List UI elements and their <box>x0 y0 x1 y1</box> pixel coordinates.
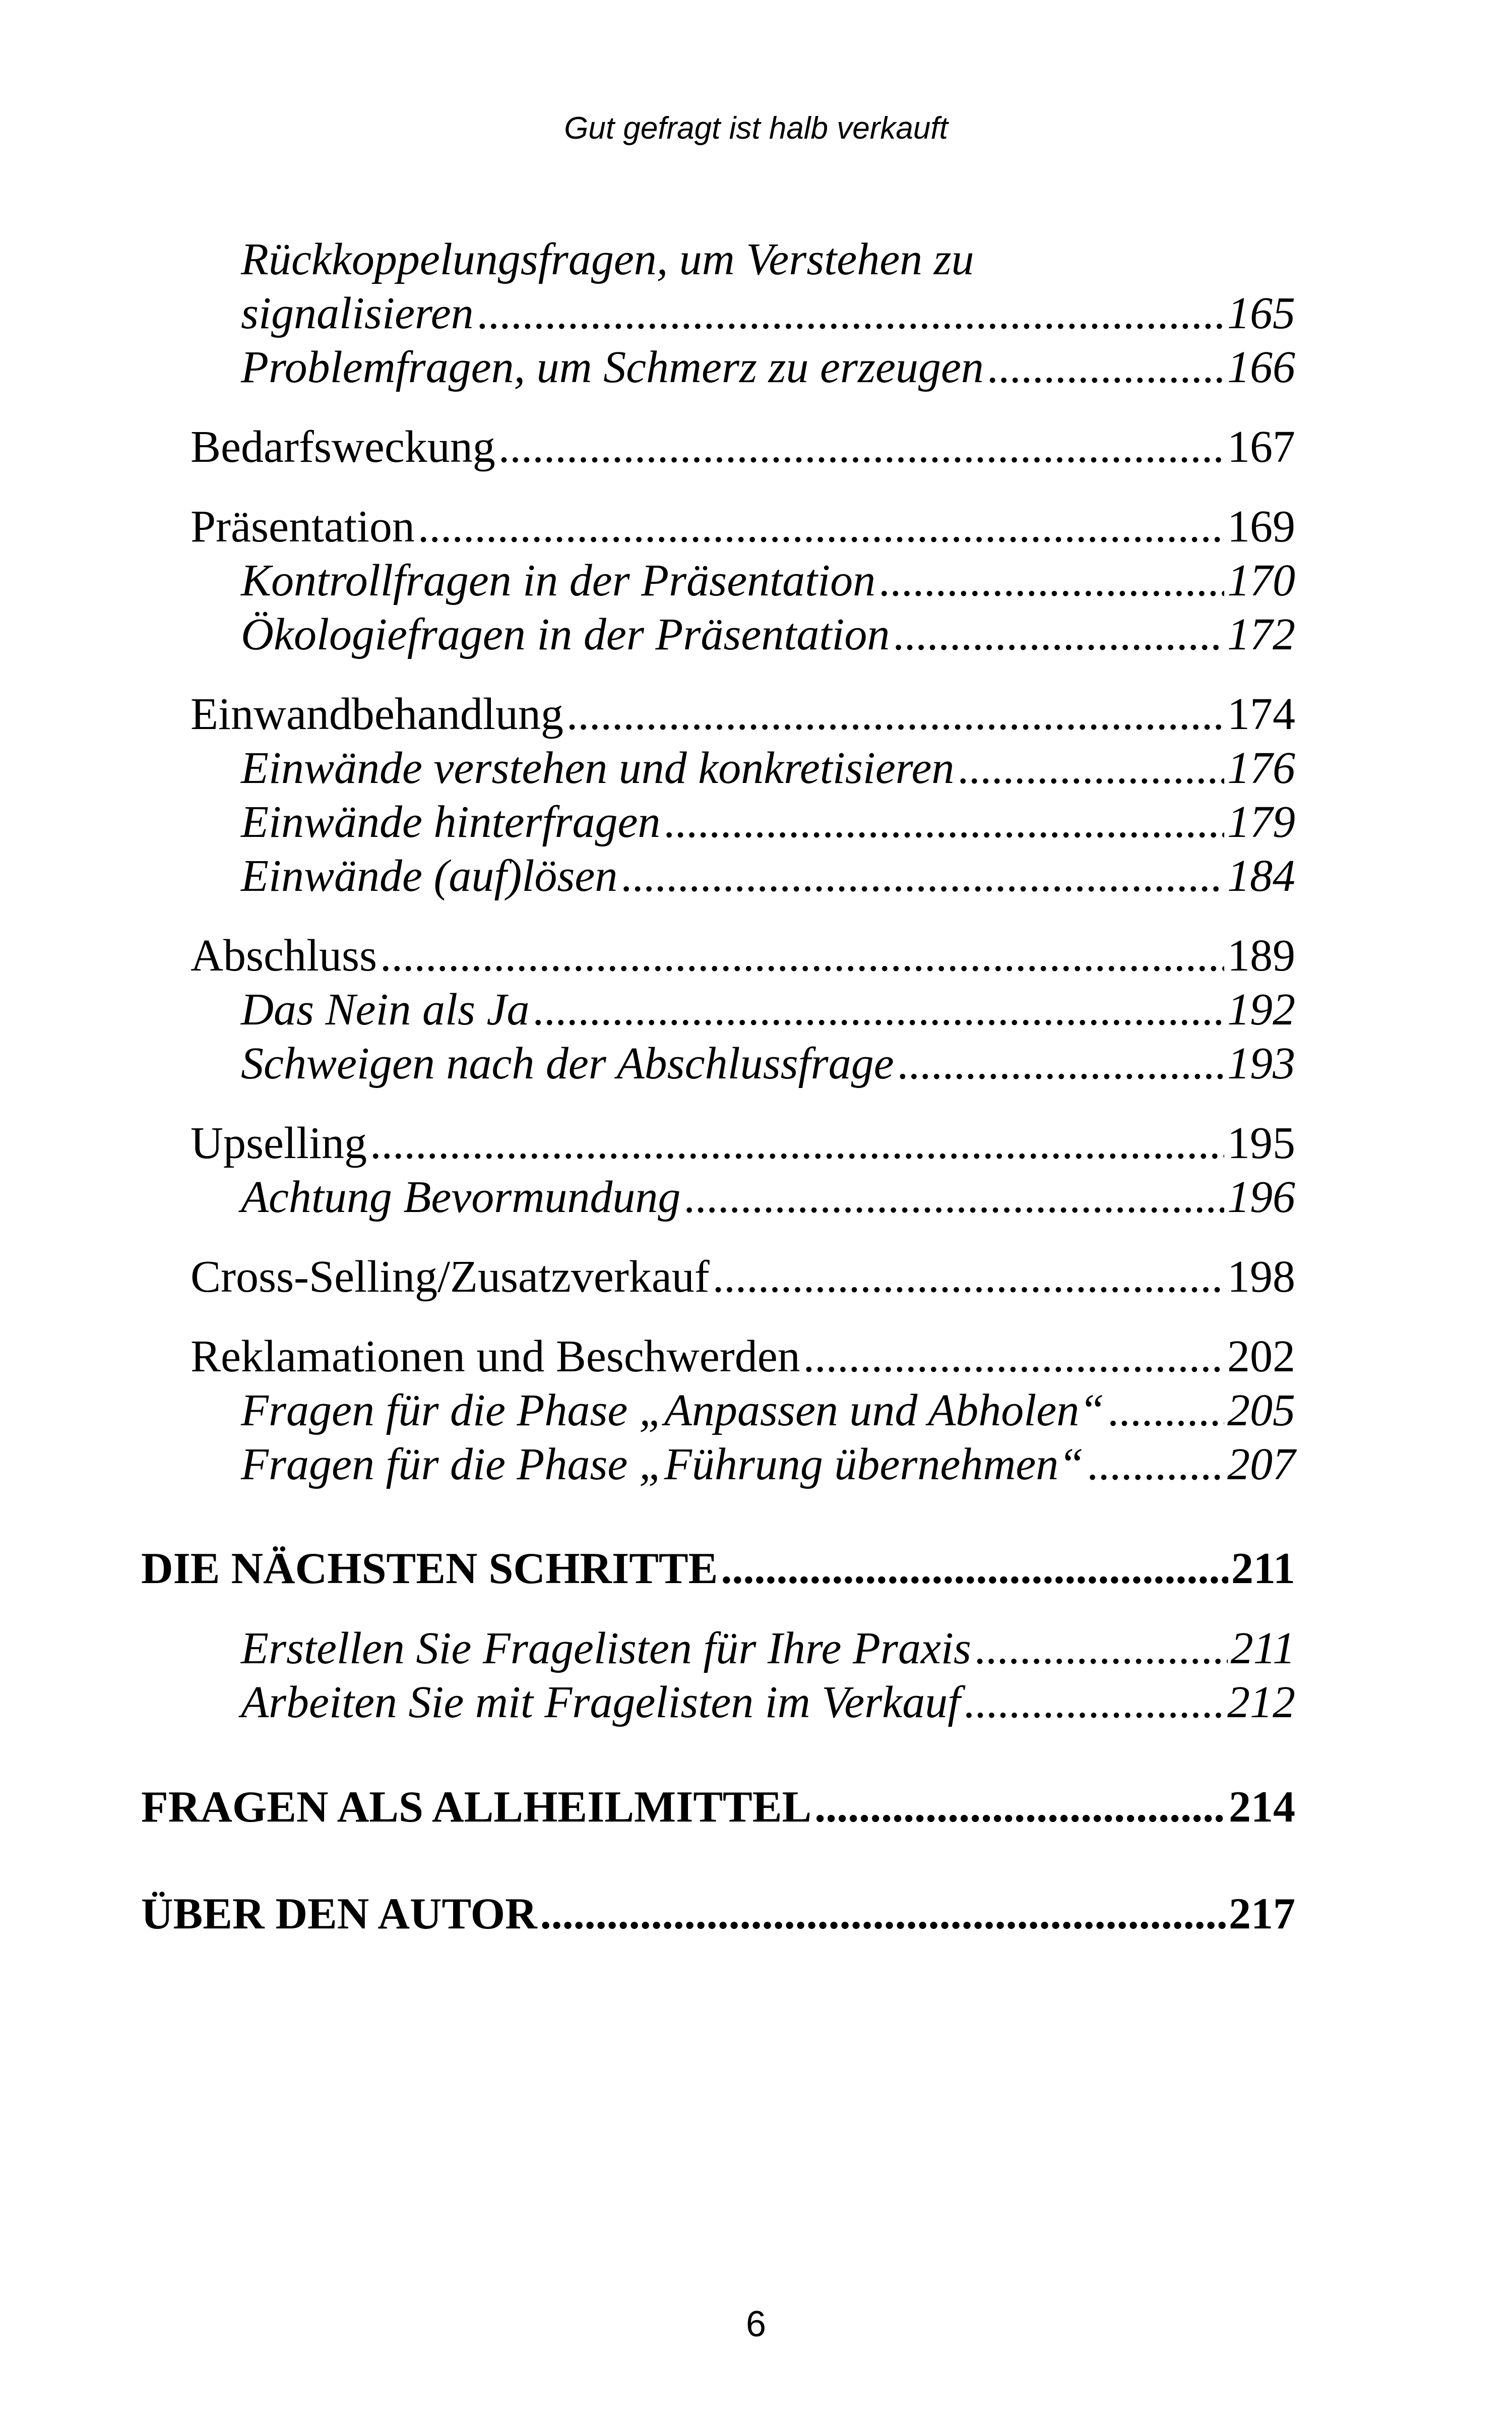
toc-entry-label: Abschluss <box>191 931 377 981</box>
toc-entry-label: Das Nein als Ja <box>241 985 530 1035</box>
toc-entry-label: Kontrollfragen in der Präsentation <box>241 556 876 606</box>
toc-entry[interactable] <box>241 1036 1295 1092</box>
toc-entry[interactable] <box>241 1170 1295 1225</box>
toc-page-number: 196 <box>1227 1172 1295 1222</box>
toc-entry-label: DIE NÄCHSTEN SCHRITTE <box>141 1544 718 1593</box>
toc-page-number: 202 <box>1227 1332 1295 1381</box>
toc-entry-label: Einwände verstehen und konkretisieren <box>241 743 955 793</box>
toc-page-number: 179 <box>1227 797 1295 847</box>
toc-page-number: 189 <box>1227 931 1295 981</box>
toc-entry[interactable] <box>241 553 1295 609</box>
toc-entry[interactable] <box>191 1116 1295 1171</box>
dot-leader <box>418 499 1224 555</box>
dot-leader <box>498 419 1224 475</box>
toc-page-number: 217 <box>1229 1890 1295 1939</box>
toc-page-number: 176 <box>1227 743 1295 793</box>
dot-leader <box>620 849 1224 904</box>
dot-leader <box>1107 1383 1224 1438</box>
toc-entry-label: Fragen für die Phase „Führung übernehmen“ <box>241 1439 1084 1489</box>
dot-leader <box>878 553 1224 609</box>
dot-leader <box>963 1675 1224 1730</box>
running-header: Gut gefragt ist halb verkauft <box>564 111 948 146</box>
toc-entry-label: Einwandbehandlung <box>191 689 563 739</box>
dot-leader <box>957 741 1224 796</box>
toc-page-number: 198 <box>1227 1252 1295 1302</box>
toc-entry-label: Erstellen Sie Fragelisten für Ihre Praxis <box>241 1623 971 1673</box>
toc-page-number: 211 <box>1230 1623 1295 1673</box>
toc-chapter[interactable] <box>141 1780 1295 1835</box>
dot-leader <box>987 340 1224 395</box>
dot-leader <box>1087 1437 1224 1492</box>
toc-entry-label: Bedarfsweckung <box>191 422 495 472</box>
toc-entry[interactable] <box>241 982 1295 1038</box>
toc-entry-label: ÜBER DEN AUTOR <box>141 1890 537 1939</box>
toc-entry-label: Rückkoppelungsfragen, um Verstehen zu <box>241 234 974 284</box>
toc-entry[interactable] <box>241 286 1295 341</box>
dot-leader <box>974 1621 1228 1676</box>
dot-leader <box>814 1780 1226 1835</box>
toc-entry[interactable] <box>191 419 1295 475</box>
dot-leader <box>566 687 1224 742</box>
toc-page-number: 205 <box>1227 1385 1295 1435</box>
toc-entry-label: Cross-Selling/Zusatzverkauf <box>191 1252 710 1302</box>
toc-entry[interactable] <box>241 1383 1295 1438</box>
dot-leader <box>540 1887 1226 1942</box>
toc-page-number: 214 <box>1229 1783 1295 1832</box>
dot-leader <box>380 928 1224 984</box>
toc-chapter[interactable] <box>141 1887 1295 1942</box>
toc-page-number: 192 <box>1227 985 1295 1035</box>
toc-page-number: 170 <box>1227 556 1295 606</box>
dot-leader <box>803 1329 1224 1384</box>
toc-entry-label: Fragen für die Phase „Anpassen und Abholen“ <box>241 1385 1105 1435</box>
toc-page-number: 169 <box>1227 502 1295 552</box>
dot-leader <box>477 286 1224 341</box>
dot-leader <box>897 1036 1224 1092</box>
toc-page-number: 195 <box>1227 1118 1295 1168</box>
toc-entry-label: signalisieren <box>241 288 474 338</box>
toc-entry-label: Schweigen nach der Abschlussfrage <box>241 1039 894 1088</box>
toc-entry[interactable] <box>241 1621 1295 1676</box>
dot-leader <box>713 1249 1224 1305</box>
page-number: 6 <box>745 2304 767 2344</box>
toc-entry-label: Einwände hinterfragen <box>241 797 661 847</box>
toc-entry[interactable] <box>191 687 1295 742</box>
dot-leader <box>893 607 1224 662</box>
toc-chapter[interactable] <box>141 1541 1295 1597</box>
toc-entry[interactable] <box>241 1437 1295 1492</box>
toc-entry[interactable] <box>241 340 1295 395</box>
toc-entry <box>241 232 1295 287</box>
dot-leader <box>663 795 1224 850</box>
toc-entry-label: Arbeiten Sie mit Fragelisten im Verkauf <box>241 1677 961 1727</box>
toc-entry[interactable] <box>241 741 1295 796</box>
dot-leader <box>532 982 1224 1038</box>
toc-page-number: 184 <box>1227 851 1295 901</box>
toc-page-number: 174 <box>1227 689 1295 739</box>
toc-entry[interactable] <box>241 795 1295 850</box>
toc-page-number: 167 <box>1227 422 1295 472</box>
toc-entry[interactable] <box>241 607 1295 662</box>
toc-page-number: 207 <box>1227 1439 1295 1489</box>
toc-entry-label: Einwände (auf)lösen <box>241 851 618 901</box>
dot-leader <box>721 1541 1228 1597</box>
toc-page-number: 193 <box>1227 1039 1295 1088</box>
toc-entry[interactable] <box>191 1249 1295 1305</box>
toc-page-number: 211 <box>1231 1544 1295 1593</box>
toc-entry-label: Upselling <box>191 1118 367 1168</box>
toc-page-number: 166 <box>1227 342 1295 392</box>
toc-entry-label: Achtung Bevormundung <box>241 1172 681 1222</box>
toc-page-number: 172 <box>1227 610 1295 659</box>
toc-entry[interactable] <box>191 1329 1295 1384</box>
toc-entry[interactable] <box>191 928 1295 984</box>
toc-page-number: 165 <box>1227 288 1295 338</box>
toc-entry[interactable] <box>191 499 1295 555</box>
dot-leader <box>683 1170 1224 1225</box>
toc-entry[interactable] <box>241 1675 1295 1730</box>
toc-entry-label: Präsentation <box>191 502 415 552</box>
toc-page-number: 212 <box>1227 1677 1295 1727</box>
toc-entry-label: Problemfragen, um Schmerz zu erzeugen <box>241 342 984 392</box>
toc-entry[interactable] <box>241 849 1295 904</box>
toc-entry-label: FRAGEN ALS ALLHEILMITTEL <box>141 1783 812 1832</box>
toc-entry-label: Reklamationen und Beschwerden <box>191 1332 800 1381</box>
dot-leader <box>370 1116 1224 1171</box>
toc-entry-label: Ökologiefragen in der Präsentation <box>241 610 890 659</box>
